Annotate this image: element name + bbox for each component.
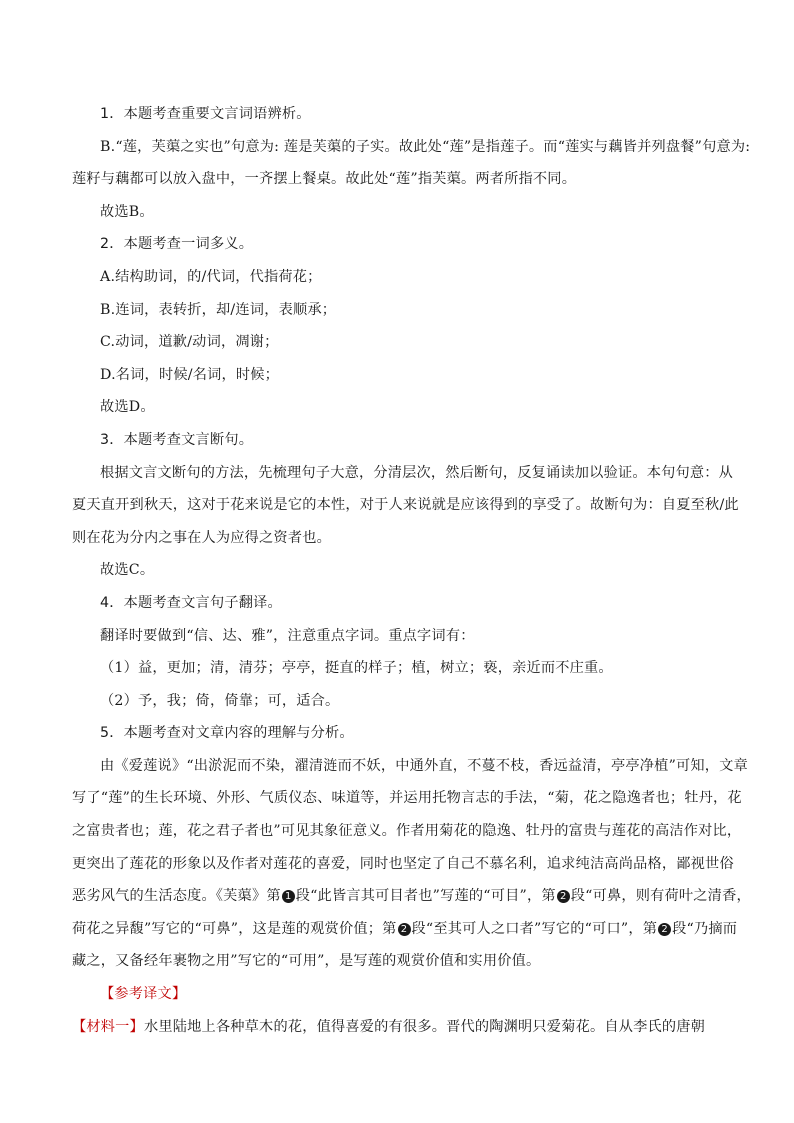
answer-line: 根据文言文断句的方法，先梳理句子大意，分清层次，然后断句，反复诵读加以验证。本句句意：从 [100, 464, 734, 481]
text-segment: 段“此皆言其可目者也”写莲的“可目”，第 [295, 888, 556, 905]
material-label: 【材料一】 [72, 1018, 144, 1035]
answer-conclusion: 故选B。 [100, 203, 154, 220]
translation-text: 水里陆地上各种草木的花，值得喜爱的有很多。晋代的陶渊明只爱菊花。自从李氏的唐朝 [143, 1018, 706, 1035]
translation-line [72, 1011, 722, 1044]
answer-conclusion: 故选C。 [100, 562, 155, 579]
answer-line: B.“莲，芙蕖之实也”句意为: 莲是芙蕖的子实。故此处“莲”是指莲子。而“莲实与藕皆并列盘餐”句意为: [100, 138, 751, 155]
text-segment: 段“乃摘而 [672, 920, 738, 937]
question-3-heading: 3．本题考查文言断句。 [100, 431, 254, 448]
circled-number: 1 [282, 890, 295, 903]
option-d-line: D.名词，时候/名词，时候； [100, 366, 280, 383]
keyword-line-2: （2）予，我；倚，倚靠；可，适合。 [100, 692, 340, 709]
keyword-line-1: （1）益，更加；清，清芬；亭亭，挺直的样子；植，树立；亵，亲近而不庄重。 [100, 660, 613, 677]
answer-line: 夏天直开到秋天，这对于花来说是它的本性，对于人来说就是应该得到的享受了。故断句为：自夏至秋/此 [72, 497, 739, 514]
circled-number: 2 [658, 923, 671, 936]
reference-translation-heading: 【参考译文】 [100, 986, 187, 1003]
answer-conclusion: 故选D。 [100, 399, 155, 416]
answer-line: 写了“莲”的生长环境、外形、气质仪态、味道等，并运用托物言志的手法，“菊，花之隐逸者也；牡丹，花 [72, 790, 742, 807]
answer-line: 更突出了莲花的形象以及作者对莲花的喜爱，同时也坚定了自己不慕名利，追求纯洁高尚品格，鄙视世俗 [72, 855, 734, 872]
text-segment: 恶劣风气的生活态度。《芙蕖》第 [72, 888, 281, 905]
answer-line [72, 913, 738, 946]
option-c-line: C.动词，道歉/动词，凋谢； [100, 334, 279, 351]
answer-line: 藏之，又备经年裹物之用”写它的“可用”，是写莲的观赏价值和实用价值。 [72, 953, 541, 970]
question-5-heading: 5．本题考查对文章内容的理解与分析。 [100, 725, 354, 742]
document-page [72, 98, 751, 1043]
answer-line: 之富贵者也；莲，花之君子者也”可见其象征意义。作者用菊花的隐逸、牡丹的富贵与莲花的高洁作对比， [72, 823, 742, 840]
answer-line: 则在花为分内之事在人为应得之资者也。 [72, 529, 331, 546]
text-segment: 段“可鼻，则有荷叶之清香， [570, 888, 751, 905]
answer-line: 由《爱莲说》“出淤泥而不染，濯清涟而不妖，中通外直，不蔓不枝，香远益清，亭亭净植”可知，文章 [100, 757, 748, 774]
question-2-heading: 2．本题考查一词多义。 [100, 236, 254, 253]
answer-line [72, 880, 751, 913]
circled-number: 2 [557, 890, 570, 903]
text-segment: 荷花之异馥”写它的“可鼻”，这是莲的观赏价值；第 [72, 920, 397, 937]
text-segment: 段“至其可人之口者”写它的“可口”，第 [411, 920, 658, 937]
question-1-heading: 1．本题考查重要文言词语辨析。 [100, 106, 311, 122]
answer-line: 莲籽与藕都可以放入盘中，一齐摆上餐桌。故此处“莲”指芙蕖。两者所指不同。 [72, 171, 577, 188]
question-4-heading: 4．本题考查文言句子翻译。 [100, 594, 282, 611]
option-a-line: A.结构助词，的/代词，代指荷花； [100, 268, 322, 285]
answer-line: 翻译时要做到“信、达、雅”，注意重点字词。重点字词有： [100, 627, 475, 644]
option-b-line: B.连词，表转折，却/连词，表顺承； [100, 301, 337, 318]
circled-number: 2 [398, 923, 411, 936]
